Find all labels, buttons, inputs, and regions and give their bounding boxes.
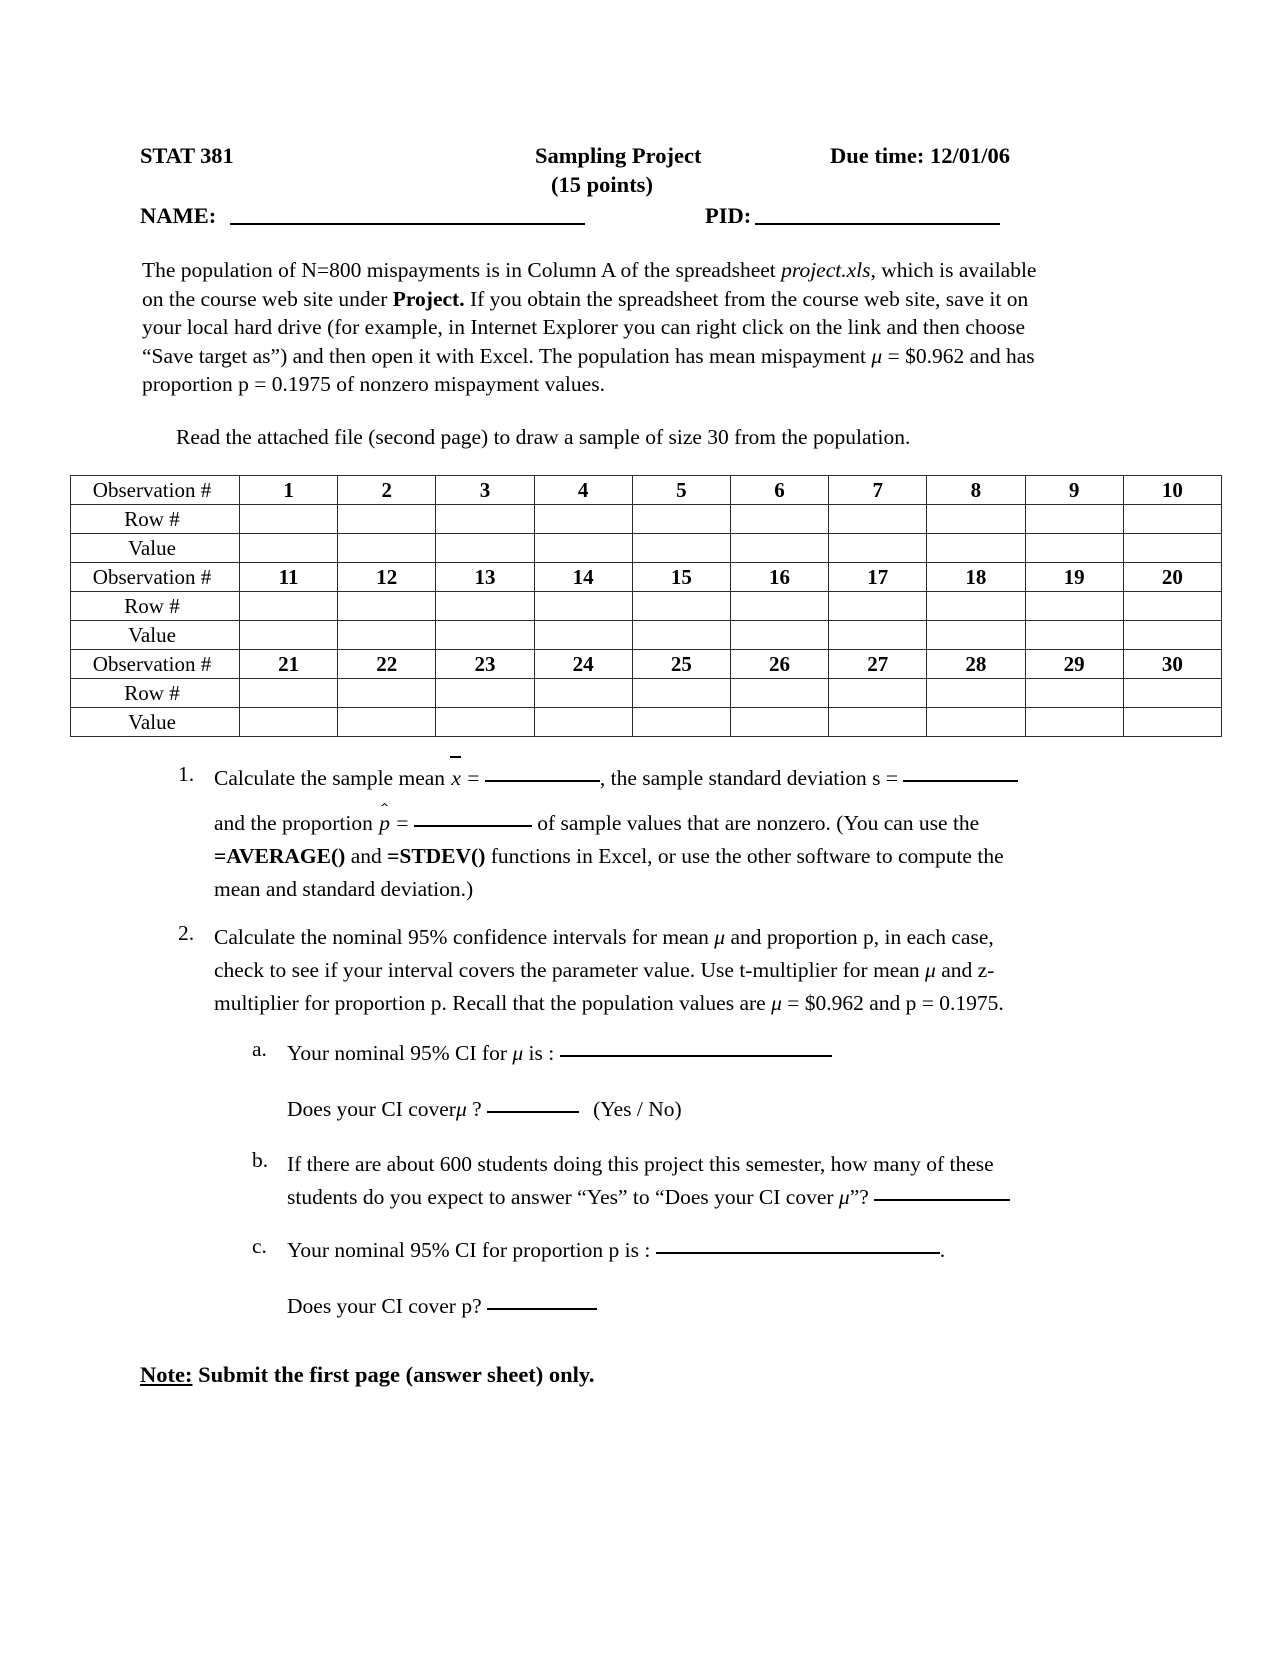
value-entry-cell[interactable] — [240, 534, 338, 563]
row-entry-cell[interactable] — [240, 505, 338, 534]
note-text: Submit the first page (answer sheet) only. — [192, 1362, 595, 1387]
row-entry-cell[interactable] — [534, 679, 632, 708]
row-header-observation: Observation # — [71, 476, 240, 505]
x-bar-symbol: x — [450, 762, 462, 795]
q2b-text-a: students do you expect to answer “Yes” to “Does your CI cover — [287, 1185, 839, 1209]
row-entry-cell[interactable] — [632, 505, 730, 534]
q2-line-2 — [214, 954, 1094, 987]
obs-number-cell: 24 — [534, 650, 632, 679]
q1-text-a: Calculate the sample mean — [214, 766, 451, 790]
table-row — [71, 650, 1222, 679]
obs-number-cell: 7 — [829, 476, 927, 505]
row-entry-cell[interactable] — [1123, 679, 1221, 708]
value-entry-cell[interactable] — [1025, 708, 1123, 737]
row-entry-cell[interactable] — [927, 679, 1025, 708]
q2-text-b: and proportion p, in each case, — [725, 925, 994, 949]
obs-number-cell: 8 — [927, 476, 1025, 505]
intro-text-4: = $0.962 and has proportion p = 0.1975 of nonzero mispayment values. — [142, 343, 1035, 396]
obs-number-cell: 1 — [240, 476, 338, 505]
q1-line-4: mean and standard deviation.) — [214, 877, 474, 901]
q2c-line-2 — [287, 1290, 1087, 1323]
row-entry-cell[interactable] — [927, 592, 1025, 621]
row-header-rownum: Row # — [71, 679, 240, 708]
note-label: Note: — [140, 1362, 193, 1387]
mu-symbol: μ — [455, 1097, 467, 1121]
row-entry-cell[interactable] — [436, 505, 534, 534]
name-input-blank[interactable] — [230, 223, 585, 225]
question-2b-body — [287, 1148, 1077, 1214]
value-entry-cell[interactable] — [927, 534, 1025, 563]
row-entry-cell[interactable] — [1123, 592, 1221, 621]
sample-data-table — [70, 475, 1222, 737]
row-entry-cell[interactable] — [730, 505, 828, 534]
obs-number-cell: 22 — [338, 650, 436, 679]
q1-line-1 — [214, 762, 1084, 795]
value-entry-cell[interactable] — [730, 708, 828, 737]
q2b-line-1: If there are about 600 students doing this project this semester, how many of these — [287, 1152, 994, 1176]
row-entry-cell[interactable] — [1025, 592, 1123, 621]
q2c-cover-text: Does your CI cover p? — [287, 1294, 488, 1318]
q2a-cover-b: ? — [466, 1097, 488, 1121]
value-entry-cell[interactable] — [829, 708, 927, 737]
obs-number-cell: 30 — [1123, 650, 1221, 679]
table-row — [71, 679, 1222, 708]
value-entry-cell[interactable] — [1025, 534, 1123, 563]
value-entry-cell[interactable] — [1123, 621, 1221, 650]
row-entry-cell[interactable] — [730, 592, 828, 621]
row-entry-cell[interactable] — [338, 505, 436, 534]
read-instruction: Read the attached file (second page) to draw a sample of size 30 from the population. — [176, 425, 911, 449]
value-entry-cell[interactable] — [436, 621, 534, 650]
obs-number-cell: 6 — [730, 476, 828, 505]
obs-number-cell: 18 — [927, 563, 1025, 592]
value-entry-cell[interactable] — [1123, 708, 1221, 737]
value-entry-cell[interactable] — [927, 621, 1025, 650]
row-entry-cell[interactable] — [632, 592, 730, 621]
points-line — [140, 172, 1040, 198]
obs-number-cell: 23 — [436, 650, 534, 679]
obs-number-cell: 15 — [632, 563, 730, 592]
question-2a-body — [287, 1037, 1087, 1126]
p-hat-symbol: ‸ p — [378, 807, 391, 840]
obs-number-cell: 16 — [730, 563, 828, 592]
row-entry-cell[interactable] — [632, 679, 730, 708]
q2-text-a: Calculate the nominal 95% confidence intervals for mean — [214, 925, 715, 949]
value-entry-cell[interactable] — [632, 621, 730, 650]
value-entry-cell[interactable] — [730, 621, 828, 650]
table-row — [71, 505, 1222, 534]
table-body — [71, 476, 1222, 737]
obs-number-cell: 13 — [436, 563, 534, 592]
q2a-text-a: Your nominal 95% CI for — [287, 1041, 513, 1065]
question-1-body — [214, 762, 1084, 906]
sample-stdev-blank[interactable] — [903, 780, 1018, 782]
submission-note — [140, 1362, 595, 1388]
q2a-line-2 — [287, 1093, 1087, 1126]
obs-number-cell: 2 — [338, 476, 436, 505]
ci-mean-blank[interactable] — [560, 1055, 832, 1057]
q2a-yesno: (Yes / No) — [593, 1097, 682, 1121]
pid-input-blank[interactable] — [755, 223, 1000, 225]
row-header-rownum: Row # — [71, 505, 240, 534]
pid-label: PID: — [705, 203, 752, 228]
question-1-number: 1. — [178, 762, 195, 786]
q2c-text: Your nominal 95% CI for proportion p is : — [287, 1238, 656, 1262]
value-entry-cell[interactable] — [632, 534, 730, 563]
obs-number-cell: 12 — [338, 563, 436, 592]
row-entry-cell[interactable] — [338, 592, 436, 621]
row-entry-cell[interactable] — [1025, 679, 1123, 708]
due-date: Due time: 12/01/06 — [830, 143, 1010, 168]
obs-number-cell: 3 — [436, 476, 534, 505]
q1-text-d: and the proportion — [214, 811, 379, 835]
expected-yes-count-blank[interactable] — [874, 1199, 1010, 1201]
q2-text-e: multiplier for proportion p. Recall that the population values are — [214, 991, 772, 1015]
value-entry-cell[interactable] — [927, 708, 1025, 737]
row-entry-cell[interactable] — [829, 679, 927, 708]
sample-mean-blank[interactable] — [485, 780, 600, 782]
row-entry-cell[interactable] — [240, 679, 338, 708]
q1-text-e: of sample values that are nonzero. (You can use the — [531, 811, 980, 835]
q1-line-2 — [214, 807, 1084, 840]
obs-number-cell: 29 — [1025, 650, 1123, 679]
q2a-text-b: is : — [523, 1041, 560, 1065]
row-entry-cell[interactable] — [829, 505, 927, 534]
question-2c-marker: c. — [252, 1234, 267, 1258]
value-entry-cell[interactable] — [1025, 621, 1123, 650]
question-2-number: 2. — [178, 921, 195, 945]
q2-text-f: = $0.962 and p = 0.1975. — [781, 991, 1004, 1015]
q1-text-f: functions in Excel, or use the other software to compute the — [485, 844, 1004, 868]
obs-number-cell: 21 — [240, 650, 338, 679]
q2a-line-1 — [287, 1037, 1087, 1070]
question-2-body — [214, 921, 1094, 1020]
value-entry-cell[interactable] — [240, 708, 338, 737]
table-row — [71, 476, 1222, 505]
table-row — [71, 621, 1222, 650]
table-row — [71, 708, 1222, 737]
value-entry-cell[interactable] — [338, 708, 436, 737]
value-entry-cell[interactable] — [1123, 534, 1221, 563]
row-entry-cell[interactable] — [730, 679, 828, 708]
mu-symbol: μ — [871, 343, 883, 368]
mu-symbol: μ — [838, 1185, 850, 1209]
row-entry-cell[interactable] — [1025, 505, 1123, 534]
row-header-value: Value — [71, 621, 240, 650]
obs-number-cell: 5 — [632, 476, 730, 505]
value-entry-cell[interactable] — [534, 708, 632, 737]
document-header — [140, 143, 1040, 169]
row-entry-cell[interactable] — [829, 592, 927, 621]
obs-number-cell: 4 — [534, 476, 632, 505]
identity-row — [140, 203, 1040, 233]
obs-number-cell: 27 — [829, 650, 927, 679]
row-header-value: Value — [71, 534, 240, 563]
q2-text-d: and z- — [935, 958, 995, 982]
value-entry-cell[interactable] — [730, 534, 828, 563]
row-entry-cell[interactable] — [927, 505, 1025, 534]
mu-symbol: μ — [512, 1041, 524, 1065]
mu-symbol: μ — [714, 925, 726, 949]
question-2a-marker: a. — [252, 1037, 267, 1061]
points-value: (15 points) — [551, 172, 653, 197]
mu-symbol: μ — [925, 958, 936, 982]
q2a-cover-a: Does your CI cover — [287, 1097, 456, 1121]
ci-cover-mean-blank[interactable] — [487, 1111, 579, 1113]
value-entry-cell[interactable] — [632, 708, 730, 737]
q2b-line-2 — [287, 1181, 1077, 1214]
row-entry-cell[interactable] — [338, 679, 436, 708]
q1-equals-2: = — [390, 811, 414, 835]
q2c-period: . — [939, 1238, 946, 1262]
q1-equals-1: = — [461, 766, 485, 790]
value-entry-cell[interactable] — [338, 534, 436, 563]
q2-line-1 — [214, 921, 1094, 954]
obs-number-cell: 19 — [1025, 563, 1123, 592]
row-header-rownum: Row # — [71, 592, 240, 621]
average-function: =AVERAGE() — [214, 844, 346, 868]
intro-text-3: If you obtain the spreadsheet from the course web site, save it on your local hard drive (for example, in Internet Explorer you can right click on the link and then choose “Save target as”) and then open it with Excel. The population has mean mispayment — [142, 286, 1029, 368]
value-entry-cell[interactable] — [240, 621, 338, 650]
intro-text-1: The population of N=800 mispayments is in Column A of the spreadsheet — [142, 258, 782, 282]
intro-paragraph — [142, 256, 1062, 399]
obs-number-cell: 25 — [632, 650, 730, 679]
row-entry-cell[interactable] — [436, 679, 534, 708]
obs-number-cell: 17 — [829, 563, 927, 592]
project-keyword: Project. — [392, 286, 465, 311]
q1-and: and — [345, 844, 388, 868]
question-2b-marker: b. — [252, 1148, 269, 1172]
value-entry-cell[interactable] — [534, 534, 632, 563]
name-label: NAME: — [140, 203, 217, 228]
stdev-function: =STDEV() — [387, 844, 486, 868]
obs-number-cell: 26 — [730, 650, 828, 679]
value-entry-cell[interactable] — [436, 708, 534, 737]
value-entry-cell[interactable] — [436, 534, 534, 563]
question-2c-body — [287, 1234, 1087, 1323]
row-entry-cell[interactable] — [534, 505, 632, 534]
sample-proportion-blank[interactable] — [414, 825, 532, 827]
q2-text-c: check to see if your interval covers the parameter value. Use t-multiplier for mean — [214, 958, 926, 982]
q2c-line-1 — [287, 1234, 1087, 1267]
course-code: STAT 381 — [140, 143, 234, 168]
value-entry-cell[interactable] — [829, 534, 927, 563]
row-header-value: Value — [71, 708, 240, 737]
row-entry-cell[interactable] — [1123, 505, 1221, 534]
table-row — [71, 563, 1222, 592]
row-header-observation: Observation # — [71, 650, 240, 679]
row-entry-cell[interactable] — [240, 592, 338, 621]
q2-line-3 — [214, 987, 1094, 1020]
intro-text-2: , which is available on the course web site under — [142, 258, 1037, 311]
value-entry-cell[interactable] — [534, 621, 632, 650]
obs-number-cell: 20 — [1123, 563, 1221, 592]
page-title: Sampling Project — [535, 143, 702, 168]
q1-line-3 — [214, 840, 1084, 873]
value-entry-cell[interactable] — [829, 621, 927, 650]
table-row — [71, 534, 1222, 563]
spreadsheet-filename: project.xls — [781, 258, 871, 282]
value-entry-cell[interactable] — [338, 621, 436, 650]
obs-number-cell: 9 — [1025, 476, 1123, 505]
obs-number-cell: 14 — [534, 563, 632, 592]
row-header-observation: Observation # — [71, 563, 240, 592]
obs-number-cell: 28 — [927, 650, 1025, 679]
obs-number-cell: 10 — [1123, 476, 1221, 505]
row-entry-cell[interactable] — [436, 592, 534, 621]
ci-cover-proportion-blank[interactable] — [487, 1308, 597, 1310]
obs-number-cell: 11 — [240, 563, 338, 592]
q1-text-c: , the sample standard deviation s = — [599, 766, 904, 790]
q2b-text-b: ”? — [849, 1185, 875, 1209]
mu-symbol: μ — [771, 991, 782, 1015]
table-row — [71, 592, 1222, 621]
row-entry-cell[interactable] — [534, 592, 632, 621]
ci-proportion-blank[interactable] — [656, 1252, 940, 1254]
